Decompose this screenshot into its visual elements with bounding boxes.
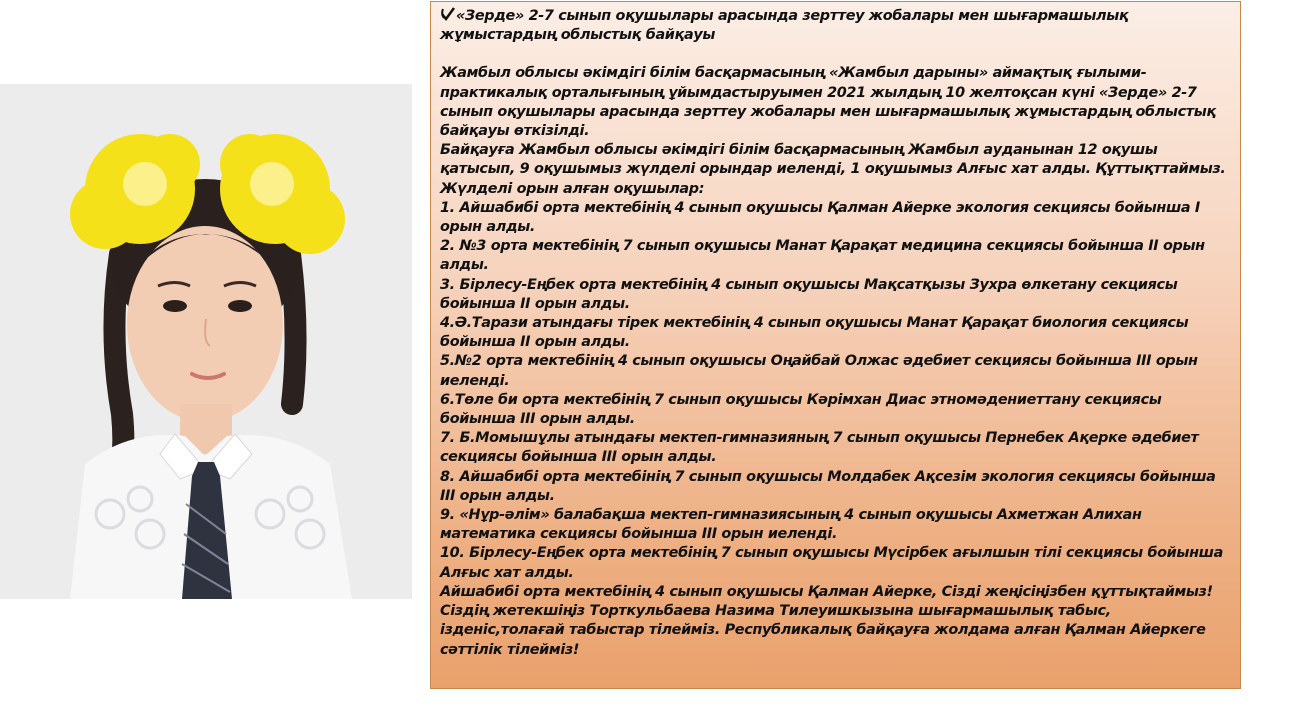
winners-heading: Жүлделі орын алған оқушылар: (440, 180, 705, 197)
list-item: 7. Б.Момышұлы атындағы мектеп-гимназияның 7 сынып оқушысы Пернебек Ақерке әдебиет секциясы бойынша III орын алды. (440, 430, 1199, 466)
list-item: 2. №3 орта мектебінің 7 сынып оқушысы Манат Қарақат медицина секциясы бойынша II орын алды. (440, 238, 1205, 274)
participation-paragraph: Байқауға Жамбыл облысы әкімдігі білім басқармасының Жамбыл ауданынан 12 оқушы қатысып, 9 оқушымыз жүлделі орындар иеленді, 1 оқушымыз Алғыс хат алды. Құттықттаймыз. (440, 142, 1226, 178)
list-item: 10. Бірлесу-Еңбек орта мектебінің 7 сынып оқушысы Мүсірбек ағылшын тілі секциясы бойынша Алғыс хат алды. (440, 545, 1223, 581)
intro-paragraph: Жамбыл облысы әкімдігі білім басқармасының «Жамбыл дарыны» аймақтық ғылыми-практикалық орталығының ұйымдастыруымен 2021 жылдың 10 желтоқсан күні «Зерде» 2-7 сынып оқушылары арасында зерттеу жобалары мен шығармашылық жұмыстардың облыстық байқауы өткізілді. (440, 65, 1216, 140)
list-item: 9. «Нұр-әлім» балабақша мектеп-гимназиясының 4 сынып оқушысы Ахметжан Алихан математика секциясы бойынша III орын иеленді. (440, 507, 1142, 543)
congratulations-paragraph: Айшабибі орта мектебінің 4 сынып оқушысы Қалман Айерке, Сізді жеңісіңізбен құттықтаймыз! Сіздің жетекшіңіз Торткульбаева Назима Тилеуишкызына шығармашылық табыс, ізденіс,толағай табыстар тілейміз. Республикалық байқауға жолдама алған Қалман Айеркеге сәттілік тілейміз! (440, 583, 1213, 658)
list-item: 8. Айшабибі орта мектебінің 7 сынып оқушысы Молдабек Ақсезім экология секциясы бойынша III орын алды. (440, 468, 1216, 504)
list-item: 1. Айшабибі орта мектебінің 4 сынып оқушысы Қалман Айерке экология секциясы бойынша I орын алды. (440, 199, 1200, 236)
checkmark-icon (440, 6, 455, 22)
winners-list (440, 199, 1232, 583)
list-item: 6.Төле би орта мектебінің 7 сынып оқушысы Кәрімхан Диас этномәдениеттану секциясы бойынша III орын алды. (440, 391, 1162, 428)
announcement-title: «Зерде» 2-7 сынып оқушылары арасында зерттеу жобалары мен шығармашылық жұмыстардың облыстық байқауы (440, 8, 1129, 44)
list-item: 3. Бірлесу-Еңбек орта мектебінің 4 сынып оқушысы Мақсатқызы Зухра өлкетану секциясы бойынша II орын алды. (440, 276, 1178, 312)
list-item: 5.№2 орта мектебінің 4 сынып оқушысы Оңайбай Олжас әдебиет секциясы бойынша III орын иеленді. (440, 353, 1198, 389)
list-item: 4.Ә.Тарази атындағы тірек мектебінің 4 сынып оқушысы Манат Қарақат биология секциясы бойынша II орын алды. (440, 315, 1189, 351)
student-photo (0, 84, 412, 599)
announcement-panel (430, 1, 1241, 689)
